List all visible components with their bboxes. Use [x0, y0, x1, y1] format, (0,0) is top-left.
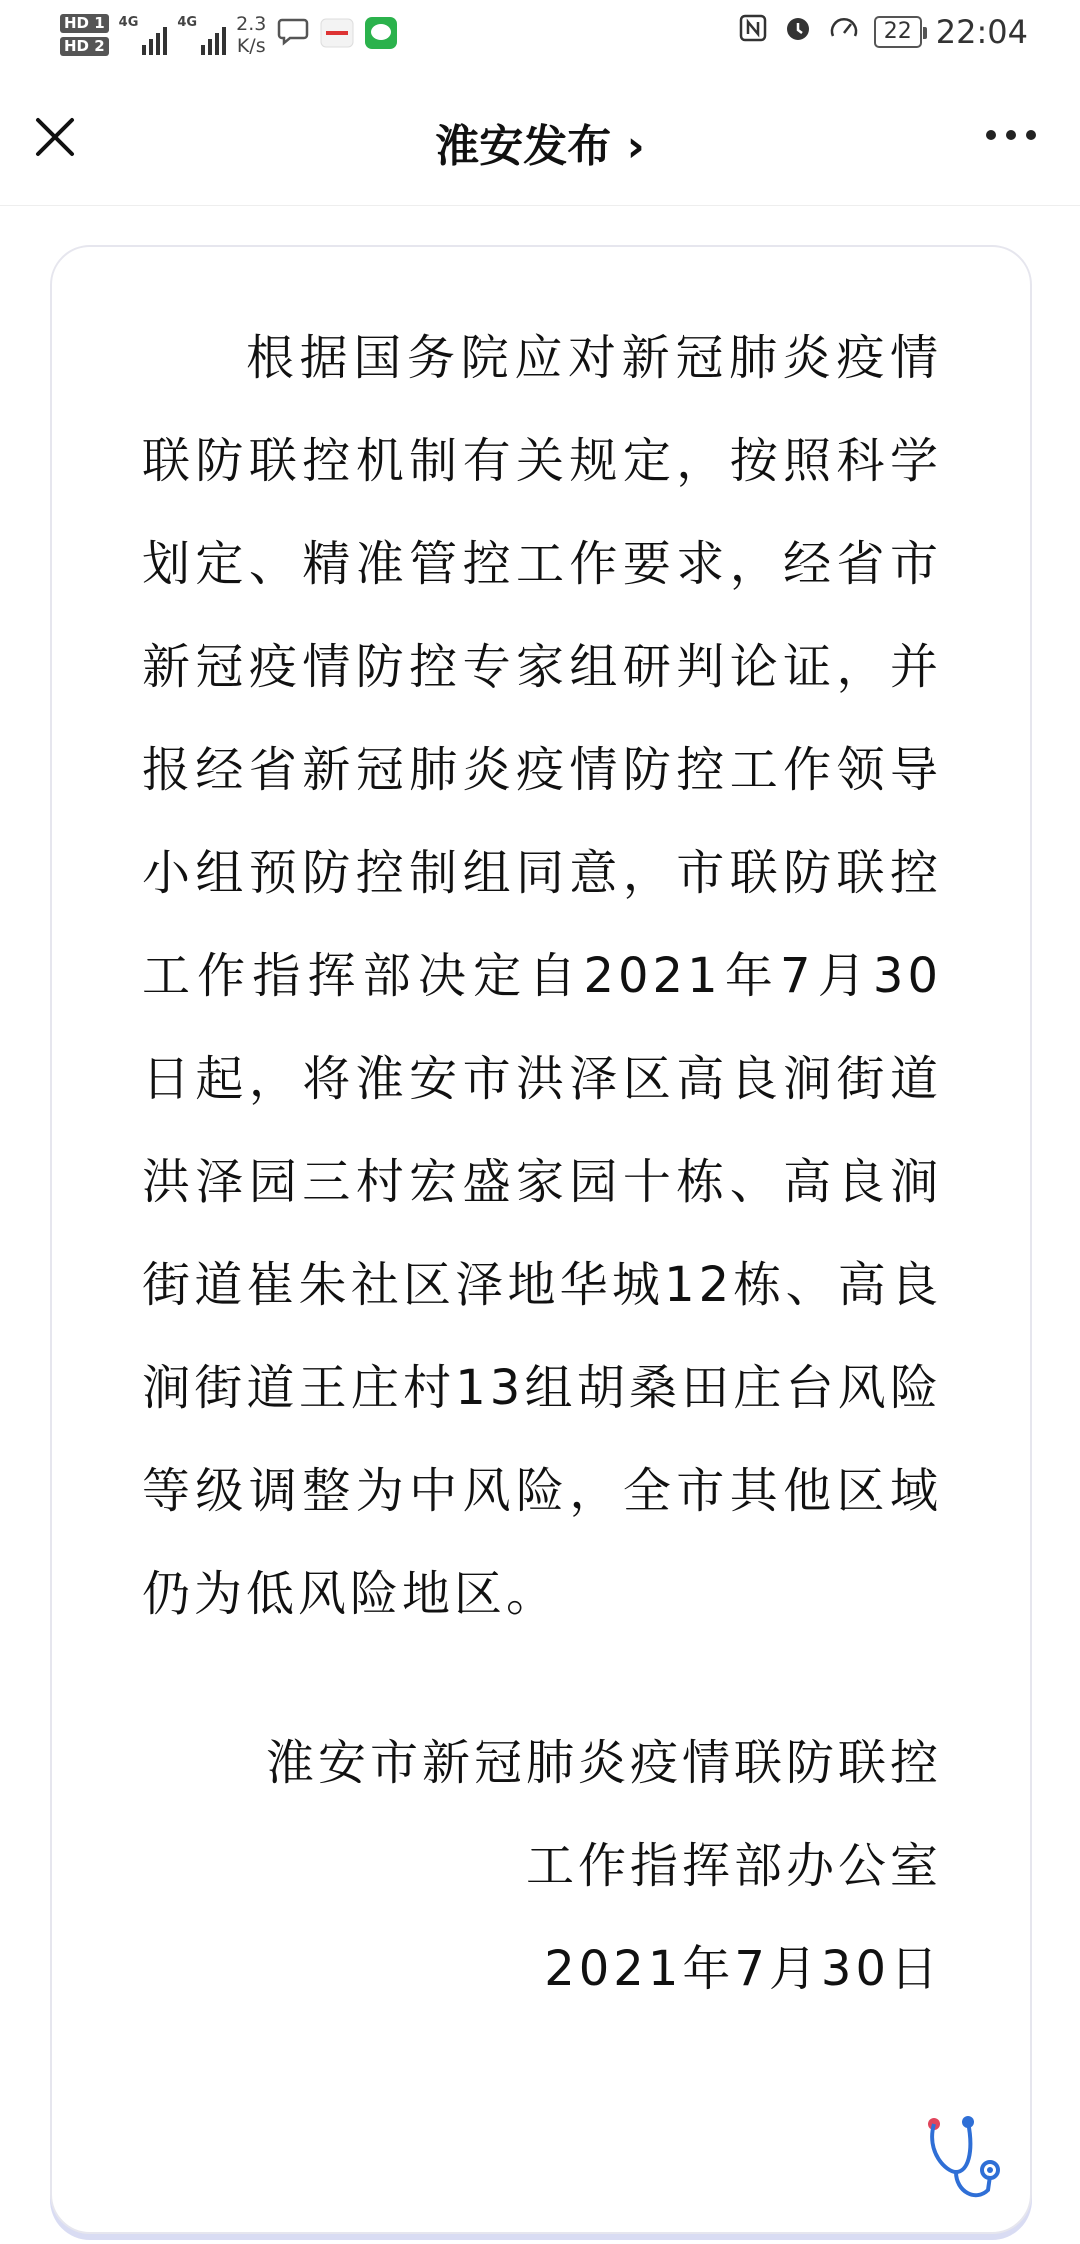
nav-bar — [0, 70, 1080, 206]
status-right — [738, 12, 1028, 52]
speedometer-icon — [828, 12, 860, 52]
nfc-icon — [738, 13, 768, 51]
status-left — [60, 8, 398, 62]
signature-line-1: 淮安市新冠肺炎疫情联防联控 — [265, 1735, 942, 1791]
status-time: 22:04 — [935, 13, 1028, 51]
battery-indicator: 22 — [874, 16, 922, 48]
hd1-badge: HD 1 — [60, 14, 109, 33]
wechat-icon — [364, 16, 398, 54]
app-notification-icon — [320, 18, 354, 52]
speed-value: 2.3 — [236, 13, 267, 35]
article-signature — [142, 1712, 942, 2021]
article-body: 根据国务院应对新冠肺炎疫情联防联控机制有关规定，按照科学划定、精准管控工作要求，经省市新冠疫情防控专家组研判论证，并报经省新冠肺炎疫情防控工作领导小组预防控制组同意，市联防联控工作指挥部决定自2021年7月30日起，将淮安市洪泽区高良涧街道洪泽园三村宏盛家园十栋、高良涧街道崔朱社区泽地华城12栋、高良涧街道王庄村13组胡桑田庄台风险等级调整为中风险，全市其他区域仍为低风险地区。 — [142, 330, 942, 1622]
article-content — [142, 307, 942, 2021]
hd-indicator — [60, 14, 109, 56]
chat-bubble-icon — [276, 14, 310, 56]
stethoscope-icon — [916, 2112, 1006, 2212]
more-icon[interactable] — [986, 130, 1036, 140]
speed-unit: K/s — [236, 35, 266, 57]
status-bar — [0, 0, 1080, 70]
signal-1 — [119, 15, 168, 55]
network-type-1: 4G — [118, 15, 139, 30]
network-type-2: 4G — [177, 15, 198, 30]
alarm-icon — [782, 12, 814, 52]
signal-bars-icon — [201, 27, 226, 55]
signal-2 — [177, 15, 226, 55]
signature-line-2: 工作指挥部办公室 — [525, 1838, 942, 1894]
network-speed — [236, 13, 266, 57]
article-card — [50, 245, 1032, 2234]
hd2-badge: HD 2 — [60, 37, 109, 56]
page-title[interactable]: 淮安发布 › — [435, 121, 645, 172]
signature-date: 2021年7月30日 — [544, 1941, 942, 1997]
signal-bars-icon — [142, 27, 167, 55]
